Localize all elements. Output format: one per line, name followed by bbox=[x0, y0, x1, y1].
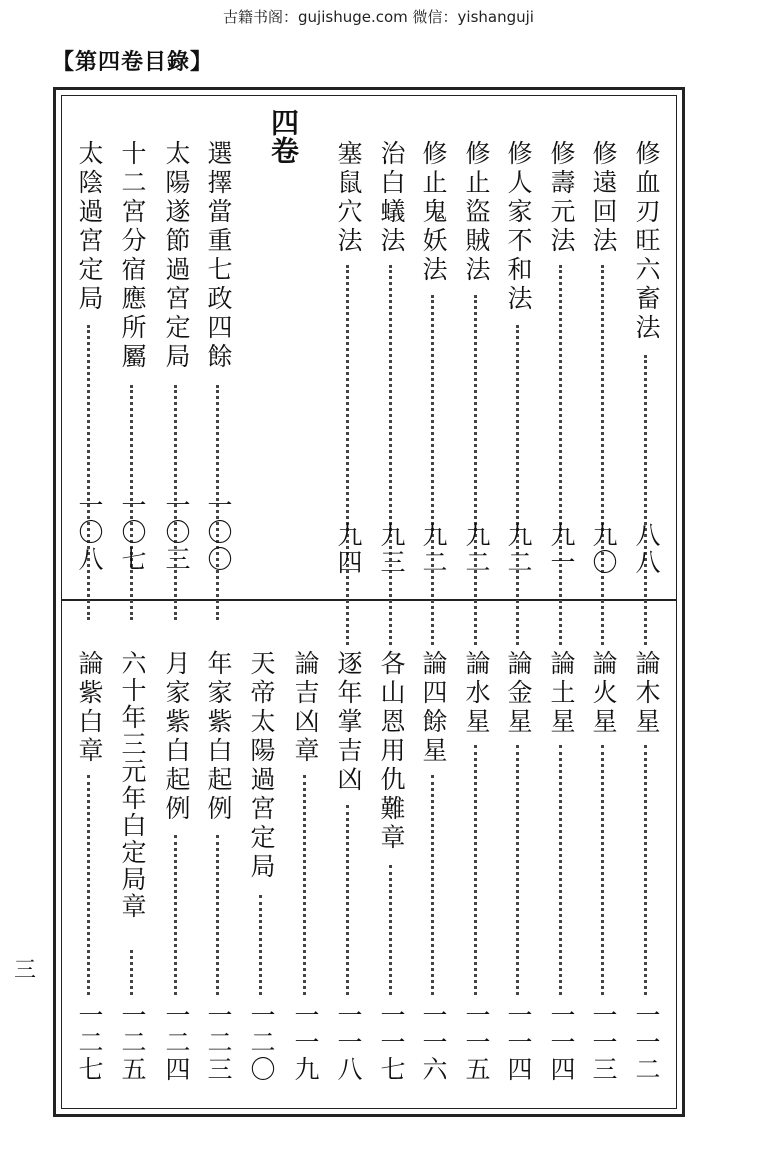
entry-page: 一二五 bbox=[118, 1002, 147, 1083]
leader-dots bbox=[259, 895, 262, 995]
juan-label: 四卷 bbox=[267, 108, 300, 164]
entry-title: 修遠回法 bbox=[589, 140, 618, 256]
entry-title: 論四餘星 bbox=[419, 650, 448, 766]
entry-title: 六十年三元年白定局章 bbox=[118, 650, 147, 920]
leader-dots bbox=[389, 865, 392, 995]
leader-dots bbox=[559, 265, 562, 645]
page-number: 三 bbox=[14, 958, 37, 983]
entry-page: 九〇 bbox=[589, 522, 618, 576]
leader-dots bbox=[516, 325, 519, 645]
entry-page: 九四 bbox=[334, 522, 363, 576]
entry-title: 修血刃旺六畜法 bbox=[632, 140, 661, 343]
entry-page: 一一九 bbox=[291, 1002, 320, 1083]
entry-title: 論紫白章 bbox=[75, 650, 104, 766]
entry-title: 修止鬼妖法 bbox=[419, 140, 448, 285]
leader-dots bbox=[644, 355, 647, 645]
entry-title: 修壽元法 bbox=[547, 140, 576, 256]
entry-page: 一一七 bbox=[377, 1002, 406, 1083]
entry-page: 九三 bbox=[377, 522, 406, 576]
leader-dots bbox=[389, 265, 392, 645]
inner-frame bbox=[61, 95, 677, 1109]
leader-dots bbox=[303, 775, 306, 995]
entry-page: 一一四 bbox=[547, 1002, 576, 1083]
leader-dots bbox=[601, 745, 604, 995]
entry-page: 一二七 bbox=[75, 1002, 104, 1083]
leader-dots bbox=[516, 745, 519, 995]
entry-page: 一〇七 bbox=[118, 492, 147, 573]
entry-title: 月家紫白起例 bbox=[162, 650, 191, 824]
leader-dots bbox=[346, 265, 349, 645]
entry-title: 太陰過宮定局 bbox=[75, 140, 104, 314]
entry-page: 九一 bbox=[547, 522, 576, 576]
entry-title: 論木星 bbox=[632, 650, 661, 737]
leader-dots bbox=[130, 950, 133, 995]
entry-page: 九二 bbox=[504, 522, 533, 576]
leader-dots bbox=[474, 745, 477, 995]
entry-page: 一一六 bbox=[419, 1002, 448, 1083]
entry-page: 一一五 bbox=[462, 1002, 491, 1083]
entry-page: 一二四 bbox=[162, 1002, 191, 1083]
entry-title: 塞鼠穴法 bbox=[334, 140, 363, 256]
entry-page: 一〇八 bbox=[75, 492, 104, 573]
entry-page: 一一四 bbox=[504, 1002, 533, 1083]
entry-title: 年家紫白起例 bbox=[204, 650, 233, 824]
entry-title: 修人家不和法 bbox=[504, 140, 533, 314]
entry-title: 論火星 bbox=[589, 650, 618, 737]
leader-dots bbox=[431, 295, 434, 645]
leader-dots bbox=[644, 745, 647, 995]
leader-dots bbox=[346, 805, 349, 995]
entry-page: 一〇〇 bbox=[204, 492, 233, 573]
entry-title: 治白蟻法 bbox=[377, 140, 406, 256]
entry-title: 論金星 bbox=[504, 650, 533, 737]
entry-page: 一一二 bbox=[632, 1002, 661, 1083]
leader-dots bbox=[601, 265, 604, 645]
leader-dots bbox=[87, 325, 90, 620]
entry-page: 八八 bbox=[632, 522, 661, 576]
entry-page: 一〇三 bbox=[162, 492, 191, 573]
leader-dots bbox=[431, 775, 434, 995]
entry-page: 一二三 bbox=[204, 1002, 233, 1083]
entry-page: 九二 bbox=[419, 522, 448, 576]
entry-page: 一二〇 bbox=[247, 1002, 276, 1083]
watermark-text: 古籍书阁：gujishuge.com 微信：yishanguji bbox=[223, 8, 534, 26]
entry-title: 太陽遂節過宮定局 bbox=[162, 140, 191, 372]
entry-title: 各山恩用仇難章 bbox=[377, 650, 406, 853]
leader-dots bbox=[559, 745, 562, 995]
entry-title: 逐年掌吉凶 bbox=[334, 650, 363, 795]
entry-page: 一一三 bbox=[589, 1002, 618, 1083]
entry-title: 修止盜賊法 bbox=[462, 140, 491, 285]
leader-dots bbox=[87, 775, 90, 995]
entry-page: 一一八 bbox=[334, 1002, 363, 1083]
leader-dots bbox=[474, 295, 477, 645]
entry-page: 九二 bbox=[462, 522, 491, 576]
entry-title: 論吉凶章 bbox=[291, 650, 320, 766]
leader-dots bbox=[174, 835, 177, 995]
entry-title: 天帝太陽過宮定局 bbox=[247, 650, 276, 882]
leader-dots bbox=[216, 835, 219, 995]
entry-title: 選擇當重七政四餘 bbox=[204, 140, 233, 372]
entry-title: 論水星 bbox=[462, 650, 491, 737]
entry-title: 論土星 bbox=[547, 650, 576, 737]
entry-title: 十二宮分宿應所屬 bbox=[118, 140, 147, 372]
section-divider bbox=[61, 599, 677, 601]
chapter-title: 【第四卷目錄】 bbox=[52, 50, 214, 75]
